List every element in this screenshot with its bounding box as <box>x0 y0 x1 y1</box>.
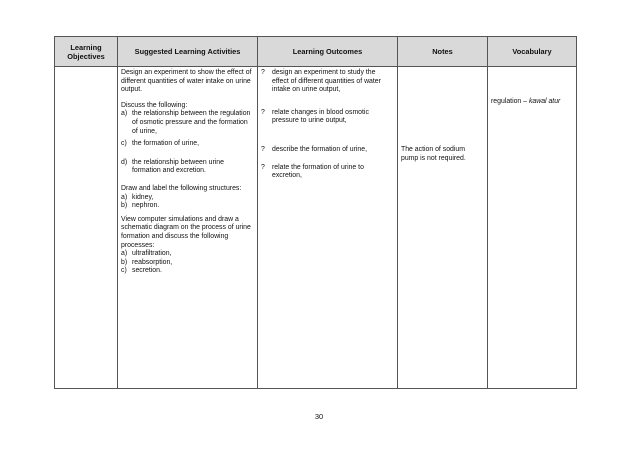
activity-discuss-item <box>121 140 254 149</box>
vocabulary-cell <box>488 67 577 389</box>
header-suggested-learning-activities: Suggested Learning Activities <box>118 37 258 67</box>
outcome-item <box>261 164 394 181</box>
activity-draw-item <box>121 202 254 211</box>
header-notes: Notes <box>398 37 488 67</box>
outcome-item <box>261 146 394 155</box>
vocabulary-spacer <box>491 69 573 98</box>
header-learning-outcomes: Learning Outcomes <box>258 37 398 67</box>
activity-discuss-item <box>121 159 254 176</box>
outcome-text: design an experiment to study the effect of different quantities of water intake on urine output, <box>272 69 381 94</box>
outcome-item <box>261 69 394 95</box>
outcome-text: relate changes in blood osmotic pressure to urine output, <box>272 108 369 125</box>
activity-process-item <box>121 259 254 268</box>
page-number: 30 <box>314 412 324 421</box>
list-item-text: the relationship between urine formation and excretion. <box>132 158 224 175</box>
syllabus-table <box>54 36 577 389</box>
notes-cell <box>398 67 488 389</box>
list-marker: a) <box>121 250 128 258</box>
vocabulary-separator: – <box>521 98 529 105</box>
list-marker: a) <box>121 193 128 201</box>
bullet-icon: ? <box>261 108 265 116</box>
list-marker: b) <box>121 202 128 210</box>
notes-text: The action of sodium pump is not required. <box>401 146 466 162</box>
list-item-text: kidney, <box>132 193 154 201</box>
bullet-icon: ? <box>261 69 265 76</box>
list-marker: b) <box>121 258 128 266</box>
activity-process-item <box>121 267 254 276</box>
outcome-text: describe the formation of urine, <box>272 145 367 153</box>
outcome-text: relate the formation of urine to excretion, <box>272 163 364 180</box>
vocabulary-term: regulation <box>491 98 522 105</box>
list-marker: c) <box>121 140 127 148</box>
activity-simulation-intro: View computer simulations and draw a schematic diagram on the process of urine formation and discuss the following processes: <box>121 215 251 249</box>
header-learning-objectives: Learning Objectives <box>55 37 118 67</box>
list-marker: a) <box>121 110 128 118</box>
activity-draw-item <box>121 194 254 203</box>
outcome-item <box>261 109 394 126</box>
bullet-icon: ? <box>261 163 265 171</box>
list-item-text: nephron. <box>132 202 160 210</box>
activity-draw-intro: Draw and label the following structures: <box>121 184 242 192</box>
bullet-icon: ? <box>261 145 265 153</box>
vocabulary-translation: kawal atur <box>528 98 561 105</box>
list-item-text: the formation of urine, <box>132 140 200 148</box>
vocabulary-entry <box>491 98 560 105</box>
notes-spacer <box>401 69 484 146</box>
learning-objectives-cell <box>55 67 118 389</box>
list-item-text: ultrafiltration, <box>132 250 172 258</box>
list-item-text: the relationship between the regulation of osmotic pressure and the formation of urine, <box>132 110 251 135</box>
list-marker: d) <box>121 158 128 166</box>
activity-discuss-intro: Discuss the following: <box>121 101 188 109</box>
list-item-text: secretion. <box>132 267 162 275</box>
activity-design-experiment: Design an experiment to show the effect of different quantities of water intake on urine output. <box>121 69 252 94</box>
activities-cell <box>118 67 258 389</box>
outcomes-cell <box>258 67 398 389</box>
activity-discuss-item <box>121 110 254 136</box>
header-vocabulary: Vocabulary <box>488 37 577 67</box>
activity-process-item <box>121 250 254 259</box>
list-marker: c) <box>121 267 127 275</box>
table-header-row <box>55 37 577 67</box>
table-row <box>55 67 577 389</box>
list-item-text: reabsorption, <box>132 258 173 266</box>
